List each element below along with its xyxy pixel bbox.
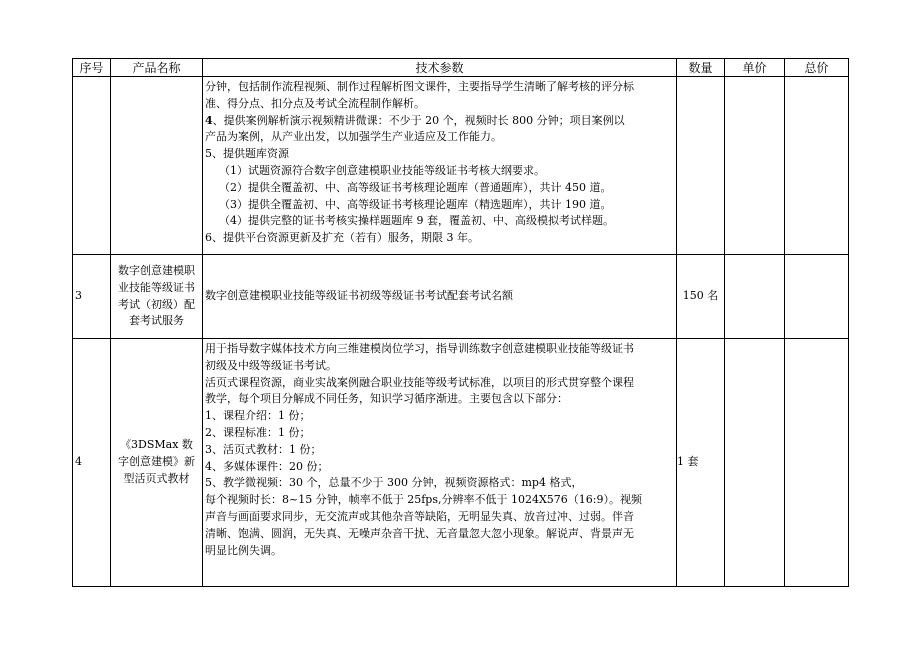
- name-line: 型活页式教材: [123, 471, 190, 485]
- spec-line: （3）提供全覆盖初、中、高等级证书考核理论题库（精选题库），共计 190 道。: [219, 197, 612, 211]
- name-line: 数字创意建模职: [118, 263, 195, 277]
- cell-product-name: [111, 77, 203, 255]
- spec-line: 产品为案例，从产业出发，以加强学生产业适应及工作能力。: [205, 130, 502, 144]
- cell-total: [785, 255, 849, 339]
- cell-index: [73, 77, 111, 255]
- table-row: [73, 339, 849, 587]
- header-row: [73, 59, 849, 77]
- cell-index: 4: [73, 339, 111, 587]
- cell-total: [785, 339, 849, 587]
- cell-total: [785, 77, 849, 255]
- header-unit-price: 单价: [725, 59, 785, 77]
- spec-line: 教学，每个项目分解成不同任务，知识学习循序渐进。主要包含以下部分：: [205, 392, 568, 406]
- cell-index: 3: [73, 255, 111, 339]
- spec-line: 4、提供案例解析演示视频精讲微课：不少于 20 个，视频时长 800 分钟；项目案例以: [205, 113, 625, 127]
- spec-line: 清晰、饱满、圆润，无失真、无噪声杂音干扰、无音量忽大忽小现象。解说声、背景声无: [205, 526, 634, 540]
- cell-quantity: [677, 77, 725, 255]
- cell-product-name: [111, 339, 203, 587]
- cell-unit-price: [725, 339, 785, 587]
- cell-unit-price: [725, 77, 785, 255]
- name-line: 《3DSMax 数: [120, 438, 193, 452]
- spec-line: 明显比例失调。: [205, 543, 282, 557]
- cell-product-name: [111, 255, 203, 339]
- name-line: 套考试服务: [129, 314, 184, 328]
- quotation-table: [72, 58, 849, 587]
- spec-line: 初级及中级等级证书考试。: [205, 358, 337, 372]
- header-product-name: 产品名称: [111, 59, 203, 77]
- spec-line: （1）试题资源符合数字创意建模职业技能等级证书考核大纲要求。: [219, 163, 545, 177]
- spec-line: 每个视频时长：8~15 分钟，帧率不低于 25fps,分辨率不低于 1024X576（16:9）。视频: [205, 493, 642, 507]
- spec-line: （2）提供全覆盖初、中、高等级证书考核理论题库（普通题库），共计 450 道。: [219, 180, 612, 194]
- spec-line: 分钟，包括制作流程视频、制作过程解析图文课件，主要指导学生清晰了解考核的评分标: [205, 80, 634, 93]
- spec-line: 声音与画面要求同步，无交流声或其他杂音等缺陷，无明显失真、放音过冲、过弱。伴音: [205, 509, 634, 523]
- name-line: 业技能等级证书: [118, 280, 195, 294]
- spec-line: 用于指导数字媒体技术方向三维建模岗位学习，指导训练数字创意建模职业技能等级证书: [205, 342, 634, 355]
- header-index: 序号: [73, 59, 111, 77]
- spec-line: 1、课程介绍：1 份；: [205, 409, 311, 423]
- spec-line: （4）提供完整的证书考核实操样题题库 9 套，覆盖初、中、高级模拟考试样题。: [219, 214, 614, 228]
- cell-spec: [203, 255, 677, 339]
- spec-line: 数字创意建模职业技能等级证书初级等级证书考试配套考试名额: [205, 289, 513, 303]
- cell-quantity: 1 套: [677, 339, 725, 587]
- item-number: 4: [205, 113, 213, 127]
- cell-spec: [203, 339, 677, 587]
- spec-line: 准、得分点、扣分点及考试全流程制作解析。: [205, 96, 425, 110]
- cell-quantity: 150 名: [677, 255, 725, 339]
- spec-line: 5、教学微视频：30 个，总量不少于 300 分钟，视频资源格式：mp4 格式，: [205, 476, 583, 490]
- cell-unit-price: [725, 255, 785, 339]
- table-row: [73, 77, 849, 255]
- spec-line: 3、活页式教材：1 份；: [205, 442, 322, 456]
- header-quantity: 数量: [677, 59, 725, 77]
- name-line: 字创意建模》新: [118, 455, 195, 469]
- spec-line: 活页式课程资源，商业实战案例融合职业技能等级考试标准，以项目的形式贯穿整个课程: [205, 375, 634, 389]
- spec-line: 4、多媒体课件：20 份；: [205, 459, 329, 473]
- spec-line: 2、课程标准：1 份；: [205, 425, 311, 439]
- spec-line: 6、提供平台资源更新及扩充（若有）服务，期限 3 年。: [205, 231, 479, 245]
- spec-line: 5、提供题库资源: [205, 147, 289, 161]
- header-total: 总价: [785, 59, 849, 77]
- name-line: 考试（初级）配: [118, 297, 195, 311]
- header-spec: 技术参数: [203, 59, 677, 77]
- cell-spec: [203, 77, 677, 255]
- table-row: [73, 255, 849, 339]
